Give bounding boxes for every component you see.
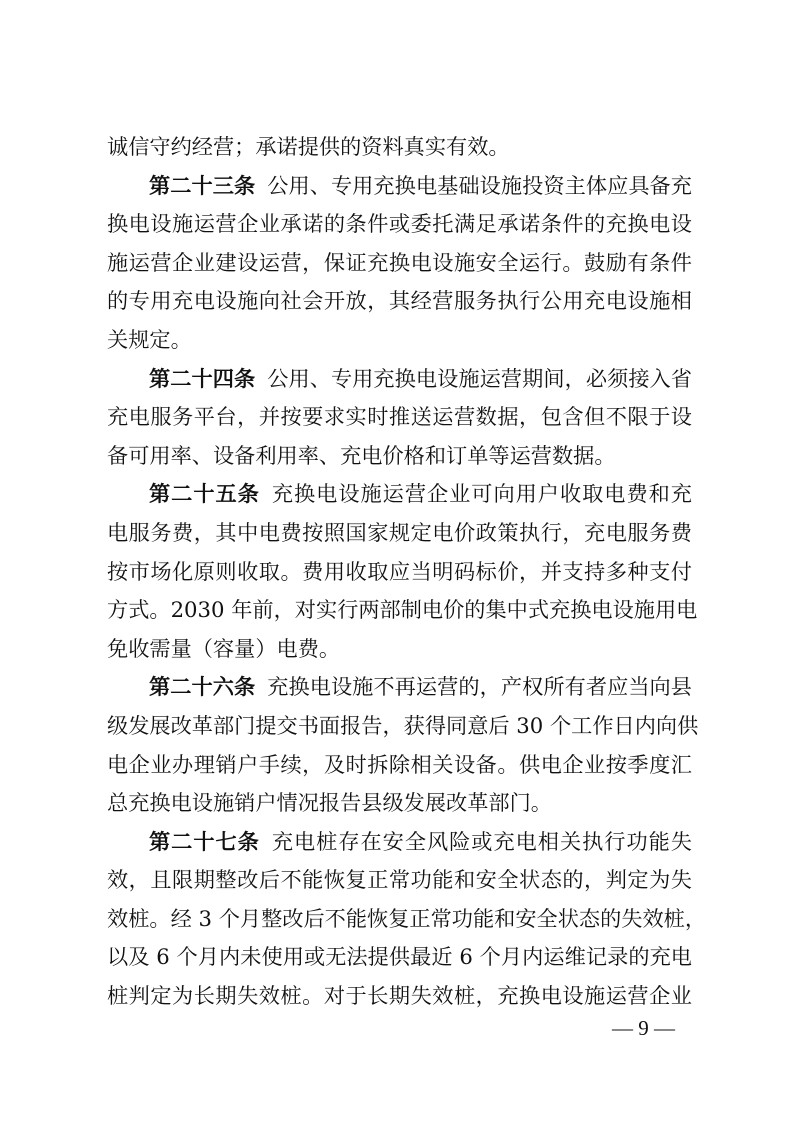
text-line bbox=[107, 900, 707, 939]
line-text: 电服务费，其中电费按照国家规定电价政策执行，充电服务费 bbox=[107, 519, 692, 545]
line-text: 总充换电设施销户情况报告县级发展改革部门。 bbox=[107, 790, 552, 816]
line-text: 充电服务平台，并按要求实时推送运营数据，包含但不限于设 bbox=[107, 404, 692, 430]
line-text: 以及 6 个月内未使用或无法提供最近 6 个月内运维记录的充电 bbox=[107, 944, 692, 970]
article-heading: 第二十六条 bbox=[149, 674, 256, 700]
text-line bbox=[107, 244, 692, 283]
text-line bbox=[107, 128, 692, 167]
text-line bbox=[107, 977, 692, 1016]
line-text: 效桩。经 3 个月整改后不能恢复正常功能和安全状态的失效桩， bbox=[107, 905, 707, 931]
line-text: 公用、专用充换电基础设施投资主体应具备充 bbox=[267, 172, 692, 198]
line-text: 桩判定为长期失效桩。对于长期失效桩，充换电设施运营企业 bbox=[107, 983, 692, 1009]
document-body bbox=[107, 128, 707, 1016]
text-line bbox=[107, 861, 692, 900]
text-line bbox=[107, 282, 692, 321]
text-line bbox=[107, 321, 692, 360]
article-heading: 第二十五条 bbox=[149, 481, 260, 507]
text-line bbox=[107, 938, 692, 977]
line-text: 按市场化原则收取。费用收取应当明码标价，并支持多种支付 bbox=[107, 558, 692, 584]
line-text: 方式。2030 年前，对实行两部制电价的集中式充换电设施用电 bbox=[107, 597, 698, 623]
line-text: 免收需量（容量）电费。 bbox=[107, 635, 341, 661]
line-text: 换电设施运营企业承诺的条件或委托满足承诺条件的充换电设 bbox=[107, 211, 692, 237]
line-text: 关规定。 bbox=[107, 326, 192, 352]
article-heading: 第二十七条 bbox=[149, 828, 260, 854]
text-line bbox=[107, 205, 692, 244]
article-heading: 第二十四条 bbox=[149, 365, 256, 391]
line-text: 级发展改革部门提交书面报告，获得同意后 30 个工作日内向供 bbox=[107, 712, 699, 738]
text-line bbox=[107, 630, 692, 669]
text-line bbox=[107, 668, 692, 707]
article-heading: 第二十三条 bbox=[149, 172, 256, 198]
line-text: 备可用率、设备利用率、充电价格和订单等运营数据。 bbox=[107, 442, 616, 468]
line-text: 效，且限期整改后不能恢复正常功能和安全状态的，判定为失 bbox=[107, 867, 692, 893]
text-line bbox=[107, 591, 698, 630]
line-text: 施运营企业建设运营，保证充换电设施安全运行。鼓励有条件 bbox=[107, 249, 692, 275]
text-line bbox=[107, 360, 692, 399]
line-text: 充换电设施不再运营的，产权所有者应当向县 bbox=[267, 674, 692, 700]
line-text: 充换电设施运营企业可向用户收取电费和充 bbox=[271, 481, 692, 507]
line-text: 充电桩存在安全风险或充电相关执行功能失 bbox=[271, 828, 692, 854]
text-line bbox=[107, 514, 692, 553]
text-line bbox=[107, 437, 692, 476]
line-text: 的专用充电设施向社会开放，其经营服务执行公用充电设施相 bbox=[107, 288, 692, 314]
page-number: — 9 — bbox=[612, 1016, 675, 1040]
text-line bbox=[107, 475, 692, 514]
line-text: 诚信守约经营；承诺提供的资料真实有效。 bbox=[107, 134, 510, 159]
text-line bbox=[107, 553, 692, 592]
text-line bbox=[107, 784, 692, 823]
text-line bbox=[107, 707, 699, 746]
line-text: 公用、专用充换电设施运营期间，必须接入省 bbox=[267, 365, 692, 391]
text-line bbox=[107, 167, 692, 206]
text-line bbox=[107, 398, 692, 437]
text-line bbox=[107, 823, 692, 862]
text-line bbox=[107, 746, 692, 785]
line-text: 电企业办理销户手续，及时拆除相关设备。供电企业按季度汇 bbox=[107, 751, 692, 777]
